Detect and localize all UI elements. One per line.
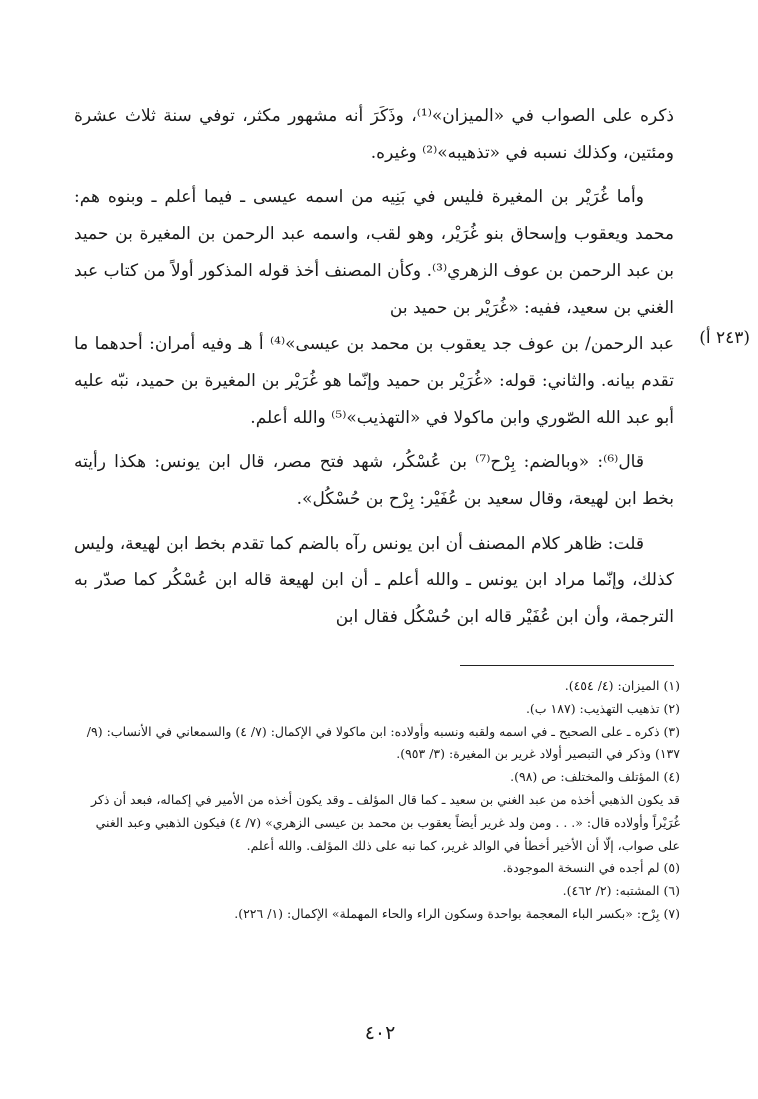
footnote: (٥) لم أجده في النسخة الموجودة. <box>502 860 680 876</box>
paragraph-3: قال⁽⁶⁾: «وبالضم: بِرْح⁽⁷⁾ بن عُسْكُر، شهد فتح مصر، قال ابن يونس: هكذا رأيته بخط ابن لهيعة، وقال سعيد بن عُفَيْر: بِرْح بن حُسْكُل». <box>74 452 674 510</box>
footnote: (٤) المؤتلف والمختلف: ص (٩٨). <box>510 769 680 785</box>
paragraph-2: وأما غُرَيْر بن المغيرة فليس في بَنِيه من اسمه عيسى ـ فيما أعلم ـ وبنوه هم: محمد ويعقوب وإسحاق بنو غُرَيْر، وهو لقب، واسمه عبد الرحمن بن المغيرة بن حميد بن عبد الرحمن بن عوف الزهري⁽³⁾. وكأن المصنف أخذ قوله المذكور أولاً من كتاب عبد الغني بن سعيد، ففيه: «غُرَيْر بن حميد بن <box>74 187 675 318</box>
main-text <box>74 98 674 636</box>
footnote: (٣) ذكره ـ على الصحيح ـ في اسمه ولقبه ونسبه وأولاده: ابن ماكولا في الإكمال: (٧/ ٤) والسمعاني في الأنساب: (٩/ ١٣٧) وذكر في التبصير أولاد غرير بن المغيرة: (٣/ ٩٥٣). <box>86 723 680 762</box>
footnote-divider <box>460 665 674 666</box>
footnote: (٧) بِرْح: «بكسر الباء المعجمة بواحدة وسكون الراء والحاء المهملة» الإكمال: (١/ ٢٢٦). <box>234 905 680 921</box>
footnote: (٦) المشتبه: (٢/ ٤٦٢). <box>562 883 680 899</box>
footnotes <box>80 675 680 926</box>
paragraph-2-continued: عبد الرحمن/ بن عوف جد يعقوب بن محمد بن عيسى»⁽⁴⁾ أ هـ وفيه أمران: أحدهما ما تقدم بيانه. والثاني: قوله: «غُرَيْر بن حميد وإنّما هو غُرَيْر بن المغيرة بن حميد، نبّه عليه أبو عبد الله الصّوري وابن ماكولا في «التهذيب»⁽⁵⁾ والله أعلم. <box>74 334 675 428</box>
footnote: (٢) تذهيب التهذيب: (١٨٧ ب). <box>525 700 680 716</box>
manuscript-folio-marker: (٢٤٣ أ) <box>699 328 750 348</box>
paragraph-4: قلت: ظاهر كلام المصنف أن ابن يونس رآه بالضم كما تقدم بخط ابن لهيعة، وليس كذلك، وإنّما مراد ابن يونس ـ والله أعلم ـ أن ابن لهيعة قاله ابن عُسْكُر كما صدّر به الترجمة، وأن ابن عُفَيْر قاله ابن حُسْكُل فقال ابن <box>74 533 674 628</box>
footnote: (١) الميزان: (٤/ ٤٥٤). <box>564 678 680 693</box>
paragraph-1: ذكره على الصواب في «الميزان»⁽¹⁾، وذَكَرَ أنه مشهور مكثر، توفي سنة ثلاث عشرة ومئتين، وكذلك نسبه في «تذهيبه»⁽²⁾ وغيره. <box>74 106 675 163</box>
footnote: قد يكون الذهبي أخذه من عبد الغني بن سعيد ـ كما قال المؤلف ـ وقد يكون أخذه من الأمير في إكماله، فبعد أن ذكر غُرَيْراً وأولاده قال: «. . . ومن ولد غرير أيضاً يعقوب بن محمد بن عيسى الزهري» (٧/ ٤) فيكون الذهبي وعبد الغني على صواب، إلّا أن الأخير أخطأ في الوالد غرير، كما نبه على ذلك المؤلف. والله أعلم. <box>91 791 680 853</box>
page-number: ٤٠٢ <box>364 1022 396 1044</box>
